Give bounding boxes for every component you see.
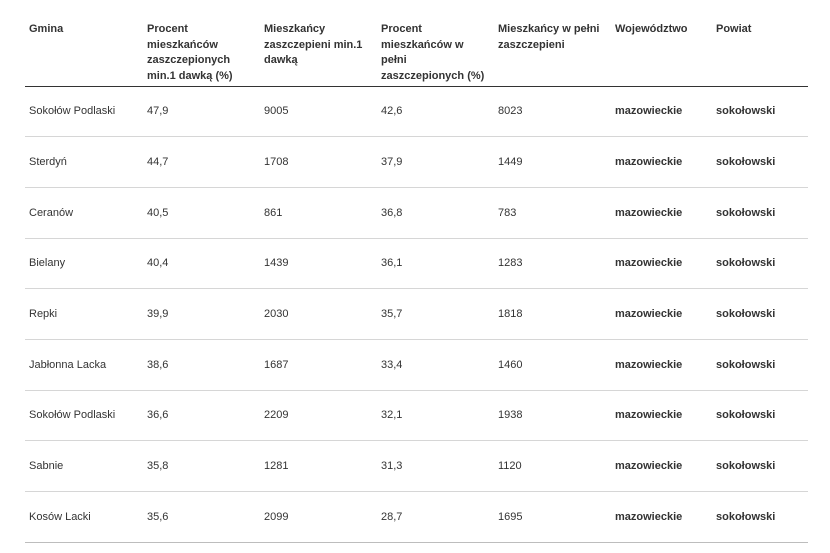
table-row [25,187,808,238]
percent-fully-vaccinated-cell: 36,1 [377,238,494,289]
residents-fully-vaccinated-cell: 1449 [494,137,611,188]
gmina-cell: Sabnie [25,441,143,492]
powiat-cell: sokołowski [712,339,808,390]
header-row [25,14,808,86]
table-row [25,492,808,543]
percent-fully-vaccinated-cell: 37,9 [377,137,494,188]
table-row [25,289,808,340]
residents-fully-vaccinated-cell: 783 [494,187,611,238]
percent-one-dose-cell: 35,8 [143,441,260,492]
percent-one-dose-cell: 39,9 [143,289,260,340]
gmina-cell: Ceranów [25,187,143,238]
residents-fully-vaccinated-cell: 1695 [494,492,611,543]
percent-one-dose-cell: 40,5 [143,187,260,238]
percent-fully-vaccinated-cell: 33,4 [377,339,494,390]
percent-one-dose-cell: 44,7 [143,137,260,188]
column-header-gmina[interactable]: Gmina [25,14,143,86]
column-header-percent-fully-vaccinated[interactable]: Procent mieszkańców w pełni zaszczepionych (%) [377,14,494,86]
powiat-cell: sokołowski [712,492,808,543]
wojewodztwo-cell: mazowieckie [611,390,712,441]
powiat-cell: sokołowski [712,289,808,340]
table-row [25,390,808,441]
gmina-cell: Bielany [25,238,143,289]
wojewodztwo-cell: mazowieckie [611,492,712,543]
gmina-cell: Repki [25,289,143,340]
residents-one-dose-cell: 861 [260,187,377,238]
percent-fully-vaccinated-cell: 32,1 [377,390,494,441]
gmina-cell: Sterdyń [25,137,143,188]
wojewodztwo-cell: mazowieckie [611,187,712,238]
residents-one-dose-cell: 1687 [260,339,377,390]
percent-one-dose-cell: 36,6 [143,390,260,441]
residents-fully-vaccinated-cell: 1283 [494,238,611,289]
column-header-residents-one-dose[interactable]: Mieszkańcy zaszczepieni min.1 dawką [260,14,377,86]
percent-fully-vaccinated-cell: 35,7 [377,289,494,340]
residents-one-dose-cell: 1439 [260,238,377,289]
table-body [25,86,808,542]
percent-one-dose-cell: 35,6 [143,492,260,543]
powiat-cell: sokołowski [712,137,808,188]
powiat-cell: sokołowski [712,441,808,492]
residents-one-dose-cell: 9005 [260,86,377,137]
residents-one-dose-cell: 2099 [260,492,377,543]
column-header-powiat[interactable]: Powiat [712,14,808,86]
table-row [25,441,808,492]
percent-fully-vaccinated-cell: 28,7 [377,492,494,543]
percent-one-dose-cell: 40,4 [143,238,260,289]
table-header [25,14,808,86]
powiat-cell: sokołowski [712,86,808,137]
residents-fully-vaccinated-cell: 1938 [494,390,611,441]
vaccination-table [25,14,808,543]
percent-fully-vaccinated-cell: 31,3 [377,441,494,492]
table-row [25,238,808,289]
percent-one-dose-cell: 47,9 [143,86,260,137]
percent-fully-vaccinated-cell: 42,6 [377,86,494,137]
residents-one-dose-cell: 2209 [260,390,377,441]
residents-fully-vaccinated-cell: 8023 [494,86,611,137]
wojewodztwo-cell: mazowieckie [611,441,712,492]
wojewodztwo-cell: mazowieckie [611,137,712,188]
wojewodztwo-cell: mazowieckie [611,238,712,289]
gmina-cell: Kosów Lacki [25,492,143,543]
wojewodztwo-cell: mazowieckie [611,339,712,390]
residents-one-dose-cell: 2030 [260,289,377,340]
column-header-percent-one-dose[interactable]: Procent mieszkańców zaszczepionych min.1 dawką (%) [143,14,260,86]
residents-fully-vaccinated-cell: 1818 [494,289,611,340]
table-row [25,137,808,188]
percent-fully-vaccinated-cell: 36,8 [377,187,494,238]
column-header-wojewodztwo[interactable]: Województwo [611,14,712,86]
gmina-cell: Sokołów Podlaski [25,390,143,441]
gmina-cell: Sokołów Podlaski [25,86,143,137]
residents-one-dose-cell: 1708 [260,137,377,188]
powiat-cell: sokołowski [712,390,808,441]
powiat-cell: sokołowski [712,238,808,289]
wojewodztwo-cell: mazowieckie [611,289,712,340]
residents-one-dose-cell: 1281 [260,441,377,492]
powiat-cell: sokołowski [712,187,808,238]
column-header-residents-fully-vaccinated[interactable]: Mieszkańcy w pełni zaszczepieni [494,14,611,86]
residents-fully-vaccinated-cell: 1120 [494,441,611,492]
table-row [25,339,808,390]
table-row [25,86,808,137]
residents-fully-vaccinated-cell: 1460 [494,339,611,390]
gmina-cell: Jabłonna Lacka [25,339,143,390]
wojewodztwo-cell: mazowieckie [611,86,712,137]
percent-one-dose-cell: 38,6 [143,339,260,390]
